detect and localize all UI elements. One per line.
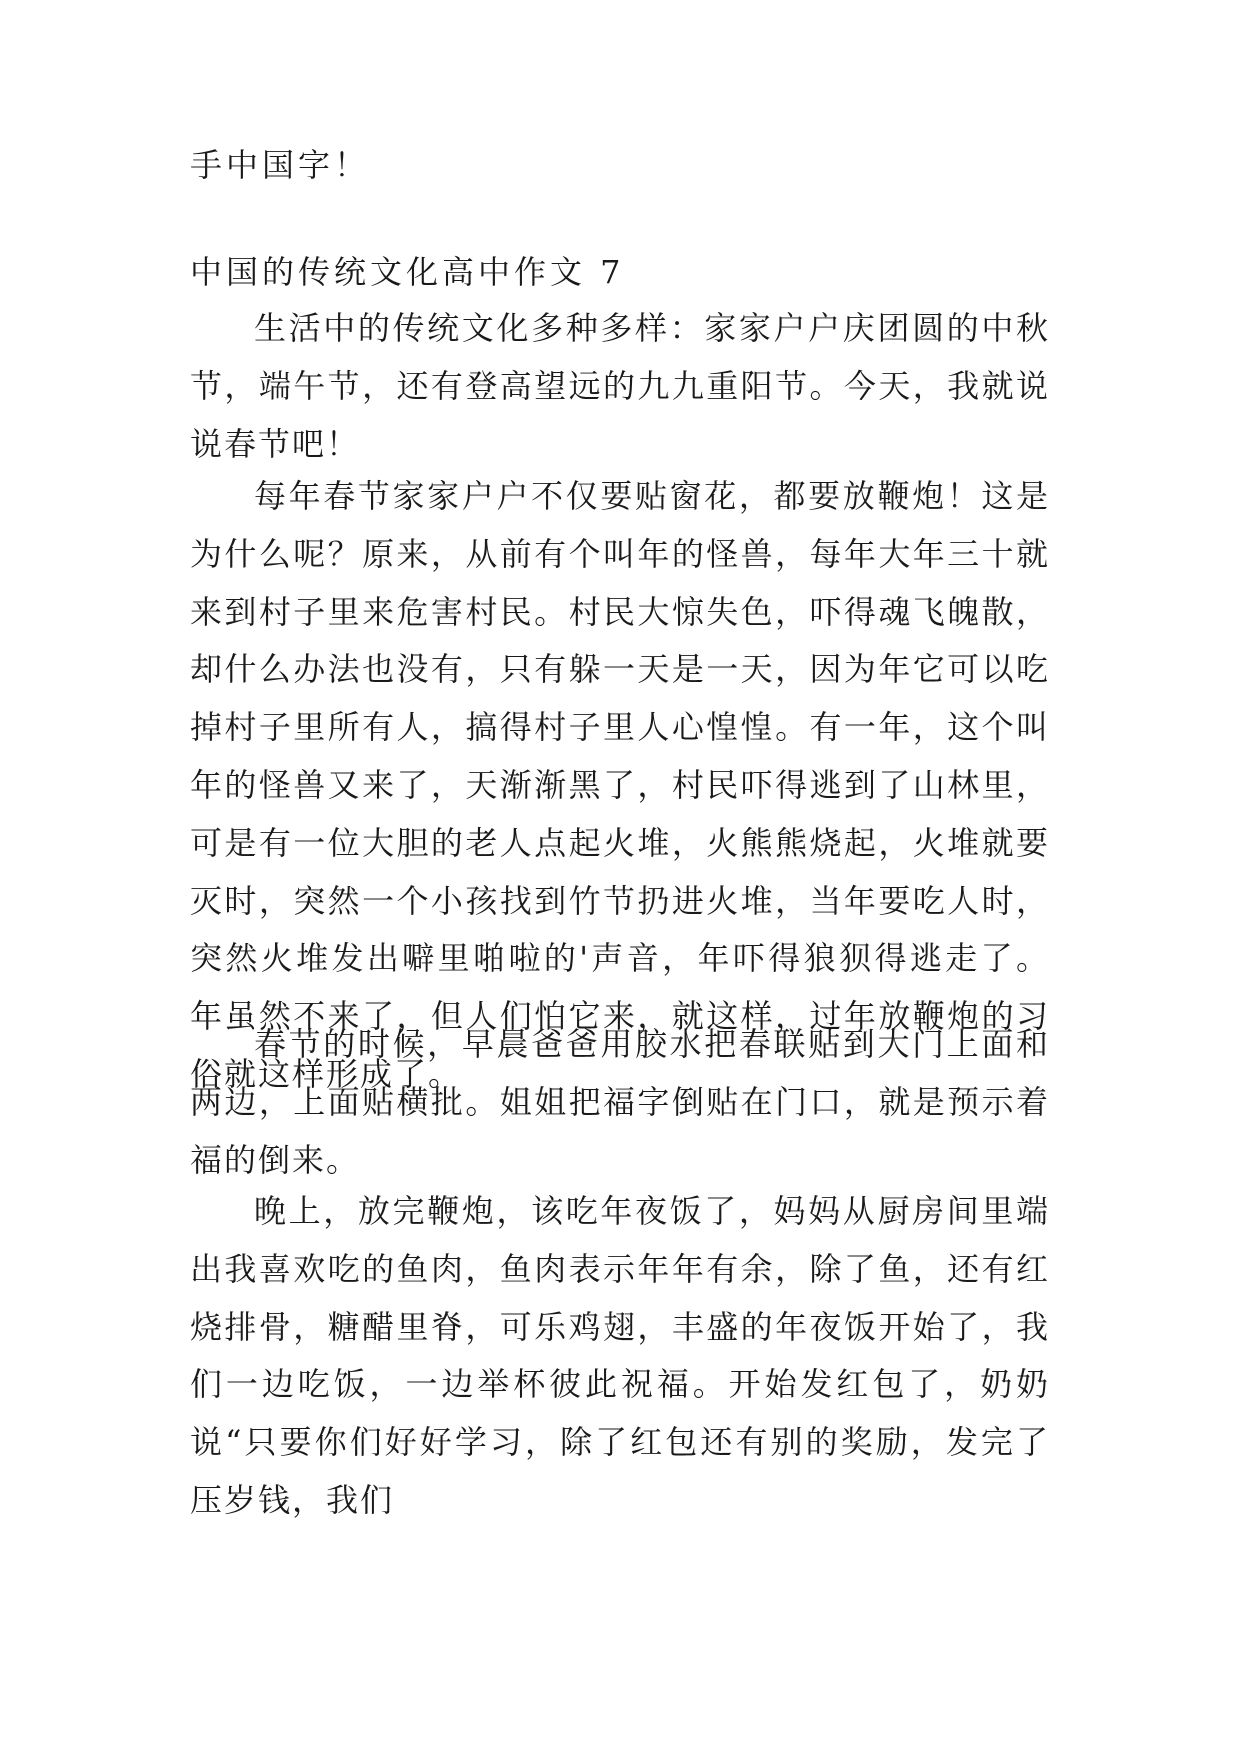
paragraph-3: 春节的时候，早晨爸爸用胶水把春联贴到大门上面和两边，上面贴横批。姐姐把福字倒贴在门口，就是预示着福的倒来。 <box>190 1025 1050 1179</box>
paragraph-4: 晚上，放完鞭炮，该吃年夜饭了，妈妈从厨房间里端出我喜欢吃的鱼肉，鱼肉表示年年有余，除了鱼，还有红烧排骨，糖醋里脊，可乐鸡翅，丰盛的年夜饭开始了，我们一边吃饭，一边举杯彼此祝福。开始发红包了，奶奶说“只要你们好好学习，除了红包还有别的奖励，发完了压岁钱，我们 <box>190 1192 1050 1519</box>
paragraph-2: 每年春节家家户户不仅要贴窗花，都要放鞭炮！这是为什么呢？原来，从前有个叫年的怪兽，每年大年三十就来到村子里来危害村民。村民大惊失色，吓得魂飞魄散，却什么办法也没有，只有躲一天是一天，因为年它可以吃掉村子里所有人，搞得村子里人心惶惶。有一年，这个叫年的怪兽又来了，天渐渐黑了，村民吓得逃到了山林里，可是有一位大胆的老人点起火堆，火熊熊烧起，火堆就要灭时，突然一个小孩找到竹节扔进火堆，当年要吃人时，突然火堆发出噼里啪啦的'声音，年吓得狼狈得逃走了。年虽然不来了，但人们怕它来，就这样，过年放鞭炮的习俗就这样形成了。 <box>190 477 1050 1093</box>
essay-heading: 中国的传统文化高中作文 7 <box>190 253 625 291</box>
paragraph-1: 生活中的传统文化多种多样：家家户户庆团圆的中秋节，端午节，还有登高望远的九九重阳节。今天，我就说说春节吧！ <box>190 309 1050 463</box>
continuation-line: 手中国字！ <box>190 146 371 184</box>
